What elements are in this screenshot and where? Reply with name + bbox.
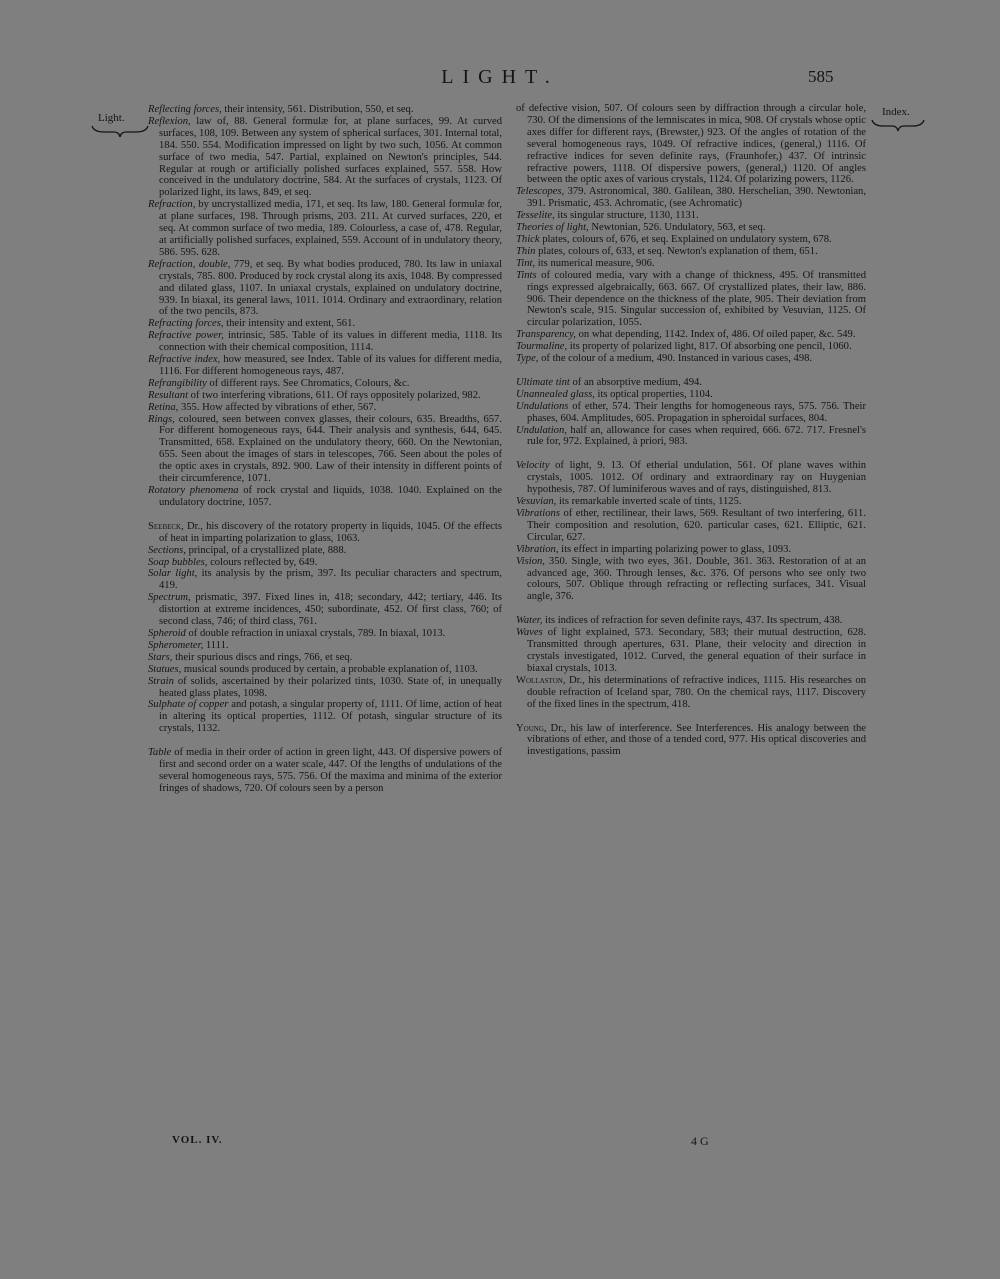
index-references: its analysis by the prism, 397. Its peculiar characters and spectrum, 419.: [159, 568, 502, 592]
index-references: on what depending, 1142. Index of, 486. Of oiled paper, &c. 549.: [575, 329, 856, 341]
index-term: Refraction,: [148, 199, 196, 211]
index-references: by uncrystallized media, 171, et seq. Its law, 180. General formulæ for, at plane surfaces, 198. Through prisms, 203. 211. At curved surfaces, 220, et seq. At common surface of two media, 189. Colourless, a case of, 478. Regular, at artificially polished surfaces, explained, 559. Account of in undulatory theory, 586. 595. 628.: [159, 199, 502, 258]
index-term: Rotatory phenomena: [148, 485, 239, 496]
index-references: 1111.: [203, 639, 229, 651]
index-entry: [148, 354, 502, 378]
index-references: of light, 9. 13. Of etherial undulation, 561. Of plane waves within crystals, 1005. 1012. Of ordinary and extraordinary ray on Huygenian hypothesis, 787. Of luminiferous waves and of rays, distinguished, 813.: [527, 460, 866, 496]
index-entry: [516, 401, 866, 425]
index-entry: [148, 318, 502, 330]
index-entry: [516, 258, 866, 270]
index-term: Tourmaline,: [516, 341, 568, 353]
index-term: Seebeck,: [148, 520, 184, 532]
index-term: Sections,: [148, 544, 186, 556]
index-references: colours reflected by, 649.: [207, 556, 318, 568]
index-references: musical sounds produced by certain, a probable explanation of, 1103.: [181, 663, 478, 675]
index-references: of coloured media, vary with a change of thickness, 495. Of transmitted rings expressed algebraically, 663. 667. Of crystallized plates, their law, 886. 906. Their dependence on the thickness of the plate, 905. Their deviation from Newton's scale, 915. Singular succession of, exhibited by Vesuvian, 1125. Of circular polarization, 1055.: [527, 269, 866, 329]
index-term: Spectrum,: [148, 592, 191, 604]
index-references: of light explained, 573. Secondary, 583; their mutual destruction, 628. Transmitted through apertures, 631. Plane, their velocity and direction in crystals investigated, 1012. Curved, the general equation of their surface in biaxal crystals, 1013.: [527, 627, 866, 674]
index-term: Wollaston,: [516, 674, 566, 686]
index-term: Vibration,: [516, 543, 559, 555]
index-entry: [148, 699, 502, 735]
index-references: coloured, seen between convex glasses, their colours, 635. Breadths, 657. For different homogeneous rays, 644. Their analysis and synthesis, 644, 645. Transmitted, 658. Explained on the undulatory theory, 660. On the Newtonian, 655. Seen about the images of stars in telescopes, 766. Seen about the poles of the optic axes in crystals, 892. 900. Law of their intensity in different points of their circumference, 1071.: [159, 413, 502, 485]
index-term: Sulphate of copper: [148, 699, 229, 711]
index-entry: [148, 485, 502, 509]
index-references: Dr., his determinations of refractive indices, 1115. His researches on double refraction of Iceland spar, 780. On the chemical rays, 1117. Discovery of the fixed lines in the spectrum, 418.: [527, 674, 866, 710]
index-term: Theories of light,: [516, 222, 589, 234]
entry-gap: [516, 711, 866, 723]
index-entry: [516, 186, 866, 210]
index-entry: [516, 210, 866, 222]
index-term: Water,: [516, 615, 543, 627]
index-term: Table: [148, 747, 172, 759]
index-term: Vibrations: [516, 508, 560, 519]
index-references: plates, colours of, 676, et seq. Explained on undulatory system, 678.: [539, 233, 832, 245]
entry-gap: [516, 448, 866, 460]
index-term: Spheroid: [148, 627, 186, 639]
index-term: Thick: [516, 233, 540, 245]
index-entry: [516, 377, 866, 389]
index-entry: [148, 664, 502, 676]
index-references: 355. How affected by vibrations of ether, 567.: [178, 401, 377, 413]
index-references: its indices of refraction for seven definite rays, 437. Its spectrum, 438.: [542, 615, 843, 627]
index-term: Telescopes,: [516, 186, 565, 198]
index-references: of defective vision, 507. Of colours seen by diffraction through a circular hole, 730. Of the dimensions of the lemniscates in mica, 908. Of crystals whose optic axes differ for different rays, (Brewster,) 923. Of the angles of rotation of the several homogeneous rays, 1049. Of refractive indices, (general,) 1116. Of refractive indices for seven definite rays, (Fraunhofer,) 437. Of intrinsic refractive powers, 1118. Of dispersive powers, (general,) 1120. Of angles between the optic axes of various crystals, 1124. Of polarizing powers, 1126.: [516, 103, 866, 186]
index-entry: [516, 234, 866, 246]
index-term: Retina,: [148, 401, 179, 413]
index-term: Tint,: [516, 257, 536, 269]
running-title: LIGHT.: [441, 66, 559, 88]
index-term: Unannealed glass,: [516, 388, 595, 400]
index-references: law of, 88. General formulæ for, at plane surfaces, 99. At curved surfaces, 108, 109. Between any system of spherical surfaces, 301. Internal total, 184. 550. 554. Modification impressed on light by two such, 1056. At common surface of two media, 547. Partial, explained on Newton's principles, 544. Regular at rough or artificially polished surfaces explained, 557. 558. How conceived in the undulatory doctrine, 584. At the surfaces of crystals, 1123. Of polarized light, its laws, 849, et seq.: [159, 115, 502, 199]
index-term: Strain: [148, 675, 174, 687]
index-references: 379. Astronomical, 380. Galilean, 380. Herschelian, 390. Newtonian, 391. Prismatic, 453. Achromatic, (see Achromatic): [527, 186, 866, 210]
index-entry: [148, 545, 502, 557]
entry-gap: [516, 603, 866, 615]
index-term: Rings,: [148, 413, 175, 425]
index-references: Newtonian, 526. Undulatory, 563, et seq.: [588, 222, 766, 234]
index-references: of different rays. See Chromatics, Colours, &c.: [206, 377, 410, 389]
index-entry: [516, 544, 866, 556]
index-column-left: [148, 104, 502, 795]
index-entry: [148, 402, 502, 414]
index-entry: [516, 675, 866, 711]
page-number: 585: [808, 67, 834, 86]
index-references: principal, of a crystallized plate, 888.: [185, 544, 347, 556]
index-entry: [148, 330, 502, 354]
index-entry: [148, 628, 502, 640]
index-term: Spherometer,: [148, 639, 204, 651]
index-term: Resultant: [148, 389, 189, 401]
index-references: its effect in imparting polarizing power to glass, 1093.: [558, 543, 792, 555]
index-references: 779, et seq. By what bodies produced, 780. Its law in uniaxal crystals, 785. 800. Produced by rock crystal along its axis, 1048. By compressed and dilated glass, 1107. In uniaxal crystals, explained on undulatory doctrine, 939. In biaxal, its general laws, 1011. 1014. Ordinary and extraordinary, relation of the two pencils, 873.: [159, 258, 503, 318]
index-references: intrinsic, 585. Table of its values in different media, 1118. Its connection with their chemical composition, 1114.: [159, 330, 502, 354]
index-references: of rock crystal and liquids, 1038. 1040. Explained on the undulatory doctrine, 1057.: [159, 485, 502, 508]
index-entry: [148, 414, 502, 485]
index-term: Waves: [516, 627, 543, 639]
index-references: of ether, 574. Their lengths for homogeneous rays, 575. 756. Their phases, 604. Amplitudes, 605. Propagation in spheroidal surfaces, 804.: [527, 400, 866, 424]
index-term: Undulations: [516, 400, 569, 412]
index-term: Transparency,: [516, 329, 576, 341]
index-term: Young,: [516, 722, 547, 734]
index-term: Solar light,: [148, 568, 198, 580]
index-entry: [148, 640, 502, 652]
index-term: Type,: [516, 353, 539, 365]
index-term: Velocity: [516, 460, 550, 472]
index-references: its remarkable inverted scale of tints, 1125.: [556, 496, 742, 508]
index-entry: [516, 222, 866, 234]
index-entry: [516, 615, 866, 627]
index-entry: [148, 116, 502, 199]
index-term: Refractive power,: [148, 330, 224, 342]
index-entry: [148, 199, 502, 259]
entry-gap: [516, 365, 866, 377]
index-term: Tesselite,: [516, 210, 555, 222]
index-term: Stars,: [148, 651, 173, 663]
index-entry: [516, 270, 866, 330]
index-entry: [148, 378, 502, 390]
index-entry: [516, 353, 866, 365]
index-references: of media in their order of action in green light, 443. Of dispersive powers of first and second order on a water scale, 447. Of the lengths of undulations of the several homogeneous rays, 575. 756. Of the maxima and minima of the exterior fringes of shadows, 720. Of colours seen by a person: [159, 747, 502, 794]
index-references: its optical properties, 1104.: [594, 388, 713, 400]
index-entry: [516, 723, 866, 759]
index-term: Refracting forces,: [148, 318, 224, 330]
index-references: of two interfering vibrations, 611. Of rays oppositely polarized, 982.: [188, 389, 481, 401]
index-entry: [148, 557, 502, 569]
index-references: plates, colours of, 633, et seq. Newton's explanation of them, 651.: [535, 245, 818, 257]
index-entry: [148, 676, 502, 700]
index-references: prismatic, 397. Fixed lines in, 418; secondary, 442; tertiary, 446. Its distortion at extreme incidences, 450; subordinate, 452. Of first class, 760; of second class, 746; of third class, 761.: [159, 592, 502, 628]
index-references: its property of polarized light, 817. Of absorbing one pencil, 1060.: [567, 341, 852, 353]
index-entry: [516, 627, 866, 675]
index-entry: [148, 592, 502, 628]
index-entry: [148, 652, 502, 664]
index-term: Undulation,: [516, 424, 567, 436]
margin-brace-left: [90, 124, 150, 138]
index-entry: [516, 496, 866, 508]
index-references: of double refraction in uniaxal crystals, 789. In biaxal, 1013.: [185, 627, 446, 639]
index-references: their intensity, 561. Distribution, 550, et seq.: [221, 104, 414, 115]
index-references: half an, allowance for cases when required, 666. 672. 717. Fresnel's rule for, 972. Explained, à priori, 983.: [527, 424, 866, 448]
index-term: Vesuvian,: [516, 496, 557, 508]
index-term: Tints: [516, 269, 537, 281]
index-references: of solids, ascertained by their polarized tints, 1030. State of, in unequally heated glass plates, 1098.: [159, 675, 502, 699]
index-entry: [148, 747, 502, 795]
index-entry: [148, 390, 502, 402]
index-entry: [148, 104, 502, 116]
index-references: of ether, rectilinear, their laws, 569. Resultant of two interfering, 611. Their composition and resolution, 620. particular cases, 621. Elliptic, 621. Circular, 627.: [527, 508, 866, 543]
index-references: and potash, a singular property of, 1111. Of lime, action of heat in altering its optical properties, 1112. Of potash, singular structure of its crystals, 1132.: [159, 699, 502, 735]
volume-label: VOL. IV.: [172, 1134, 223, 1146]
index-references: its singular structure, 1130, 1131.: [554, 210, 699, 222]
index-entry: [516, 103, 866, 186]
index-entry: [516, 508, 866, 544]
index-term: Reflexion,: [148, 115, 191, 127]
index-references: Dr., his discovery of the rotatory property in liquids, 1045. Of the effects of heat in imparting polarization to glass, 1063.: [159, 520, 502, 544]
index-entry: [516, 341, 866, 353]
index-term: Refractive index,: [148, 354, 221, 366]
index-term: Thin: [516, 245, 536, 257]
index-entry: [516, 425, 866, 449]
index-term: Ultimate tint: [516, 376, 570, 388]
margin-note-right: Index.: [882, 106, 910, 118]
index-references: 350. Single, with two eyes, 361. Double, 361. 363. Restoration of at an advanced age, 360. Through lenses, &c. 376. Of persons who see only two colours, 507. Oblique through refracting or reflecting surfaces, 341. Visual angle, 376.: [527, 555, 866, 603]
index-references: Dr., his law of interference. See Interferences. His analogy between the vibrations of ether, and those of a tended cord, 977. His optical discoveries and investigations, passim: [527, 722, 866, 758]
index-references: their spurious discs and rings, 766, et seq.: [172, 651, 353, 663]
index-term: Statues,: [148, 663, 182, 675]
index-entry: [516, 246, 866, 258]
index-term: Vision,: [516, 555, 545, 567]
index-references: their intensity and extent, 561.: [223, 318, 356, 330]
index-entry: [516, 329, 866, 341]
index-entry: [148, 259, 502, 319]
index-entry: [516, 556, 866, 604]
margin-brace-right: [870, 118, 926, 132]
index-references: how measured, see Index. Table of its values for different media, 1116. For different homogeneous rays, 487.: [159, 354, 502, 377]
index-references: its numerical measure, 906.: [535, 257, 655, 269]
index-entry: [516, 389, 866, 401]
signature-mark: 4 G: [691, 1134, 709, 1148]
index-term: Reflecting forces,: [148, 104, 222, 115]
entry-gap: [148, 735, 502, 747]
index-references: of the colour of a medium, 490. Instanced in various cases, 498.: [538, 353, 813, 365]
index-references: of an absorptive medium, 494.: [569, 376, 702, 388]
index-entry: [148, 568, 502, 592]
index-entry: [516, 460, 866, 496]
margin-note-left: Light.: [98, 112, 125, 124]
entry-gap: [148, 509, 502, 521]
index-column-right: [516, 103, 866, 758]
index-term: Soap bubbles,: [148, 556, 208, 568]
index-term: Refraction, double,: [148, 258, 231, 270]
index-entry: [148, 521, 502, 545]
index-term: Refrangibility: [148, 377, 207, 389]
